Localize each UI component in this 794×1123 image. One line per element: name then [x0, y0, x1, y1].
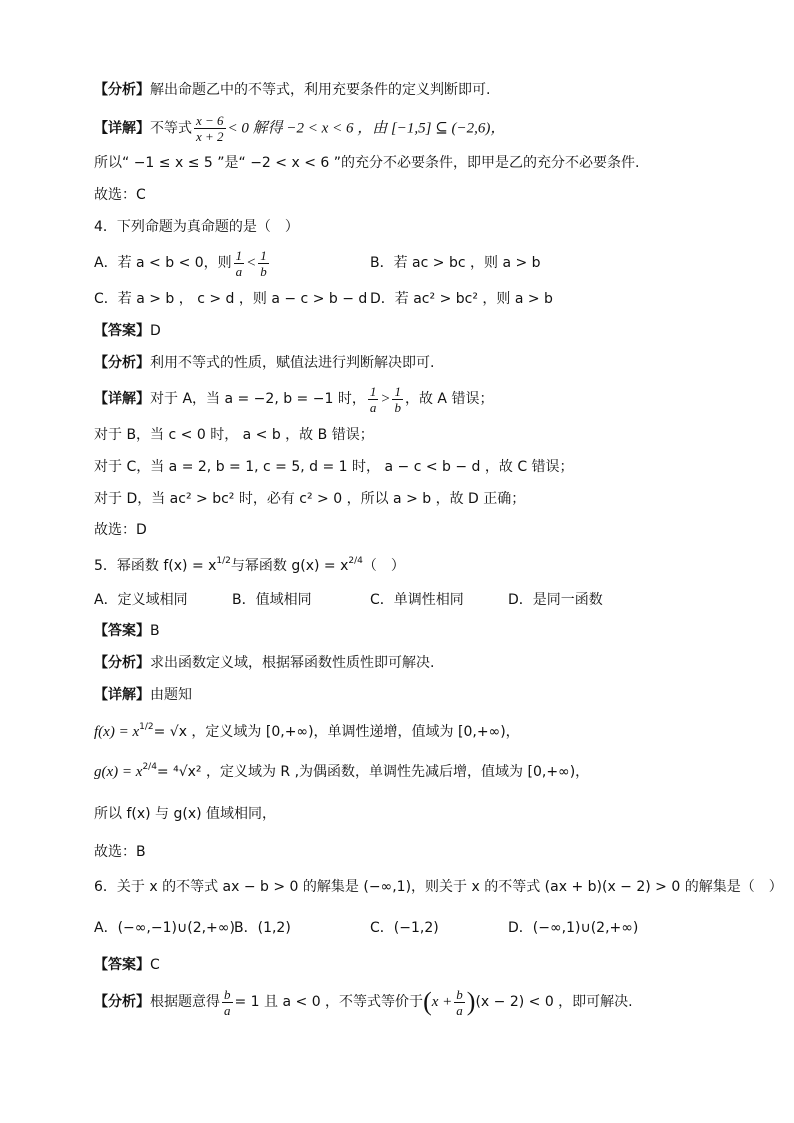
- q5-detail: 【详解】由题知: [94, 687, 192, 703]
- q4-answer-line: 【答案】D: [94, 323, 161, 339]
- q4-option-d[interactable]: D．若 ac² > bc² ，则 a > b: [370, 291, 553, 307]
- q4-detail4: 对于 D，当 ac² > bc² 时，必有 c² > 0 ，所以 a > b ，故 D 正确；: [94, 491, 526, 507]
- q5-option-b[interactable]: B．值域相同: [232, 592, 312, 608]
- q3-analysis: 【分析】解出命题乙中的不等式，利用充要条件的定义判断即可.: [94, 82, 491, 98]
- q5-stem: 5．幂函数 $f(x) = x^{1/2}$与幂函数 $g(x) = x^{2/4}$（ ）: [94, 556, 405, 574]
- q6-analysis: 【分析】根据题意得 $\frac{b}{a}$ = 1 且 a < 0 ，不等式等价于(x + $\frac{b}{a}$ )(x − 2) < 0 ，即可解决.: [94, 986, 633, 1018]
- q4-answer: 故选：D: [94, 522, 147, 538]
- q5-answer: 故选：B: [94, 844, 146, 860]
- q5-option-d[interactable]: D．是同一函数: [508, 592, 603, 608]
- q5-answer-line: 【答案】B: [94, 623, 160, 639]
- q5-option-c[interactable]: C．单调性相同: [370, 592, 464, 608]
- q4-detail3: 对于 C，当 a = 2, b = 1, c = 5, d = 1 时， a − c < b − d ，故 C 错误；: [94, 459, 574, 475]
- q6-option-a[interactable]: A．(−∞,−1)∪(2,+∞): [94, 920, 235, 936]
- q4-detail1: 【详解】对于 A，当 a = −2, b = −1 时， $\frac{1}{a}$ > $\frac{1}{b}$ ，故 A 错误；: [94, 383, 494, 415]
- q3-line2: 所以“ −1 ≤ x ≤ 5 ”是“ −2 < x < 6 ”的充分不必要条件，即甲是乙的充分不必要条件.: [94, 155, 640, 171]
- q4-stem: 4．下列命题为真命题的是（ ）: [94, 219, 299, 235]
- q5-option-a[interactable]: A．定义域相同: [94, 592, 188, 608]
- q5-conclusion: 所以 f(x) 与 g(x) 值域相同，: [94, 806, 277, 822]
- fraction: $\frac{x - 6}{x + 2}$: [196, 113, 224, 144]
- q4-detail2: 对于 B，当 c < 0 时， a < b ，故 B 错误；: [94, 427, 374, 443]
- analysis-tag: 【分析】: [94, 82, 150, 98]
- q6-answer-line: 【答案】C: [94, 957, 160, 973]
- q5-f-line: $f(x) = x^{1/2}= √x$ ，定义域为 [0,+∞)，单调性递增，值域为 [0,+∞)，: [94, 722, 520, 740]
- detail-tag: 【详解】: [94, 120, 150, 137]
- q5-g-line: $g(x) = x^{2/4}= ^4√x^2$ ，定义域为 R ,为偶函数，单调性先减后增，值域为 [0,+∞)，: [94, 762, 590, 780]
- q3-detail: 【详解】不等式 $\frac{x - 6}{x + 2}$ < 0 解得 −2 < x < 6 ，由 [−1,5] ⊆ (−2,6)，: [94, 113, 506, 144]
- q6-stem: 6．关于 x 的不等式 ax − b > 0 的解集是 (−∞,1)，则关于 x 的不等式 (ax + b)(x − 2) > 0 的解集是（ ）: [94, 879, 783, 895]
- q6-option-d[interactable]: D．(−∞,1)∪(2,+∞): [508, 920, 639, 936]
- q4-analysis: 【分析】利用不等式的性质，赋值法进行判断解决即可.: [94, 355, 435, 371]
- q3-answer: 故选：C: [94, 187, 146, 203]
- q6-option-c[interactable]: C．(−1,2): [370, 920, 439, 936]
- q4-option-b[interactable]: B．若 ac > bc ，则 a > b: [370, 255, 541, 271]
- q4-option-c[interactable]: C．若 a > b ， c > d ，则 a − c > b − d: [94, 291, 368, 307]
- q4-option-a[interactable]: A．若 a < b < 0，则 $\frac{1}{a}$ < $\frac{1}{b}$: [94, 247, 267, 279]
- q5-analysis: 【分析】求出函数定义域，根据幂函数性质性即可解决.: [94, 655, 435, 671]
- q6-option-b[interactable]: B．(1,2): [234, 920, 291, 936]
